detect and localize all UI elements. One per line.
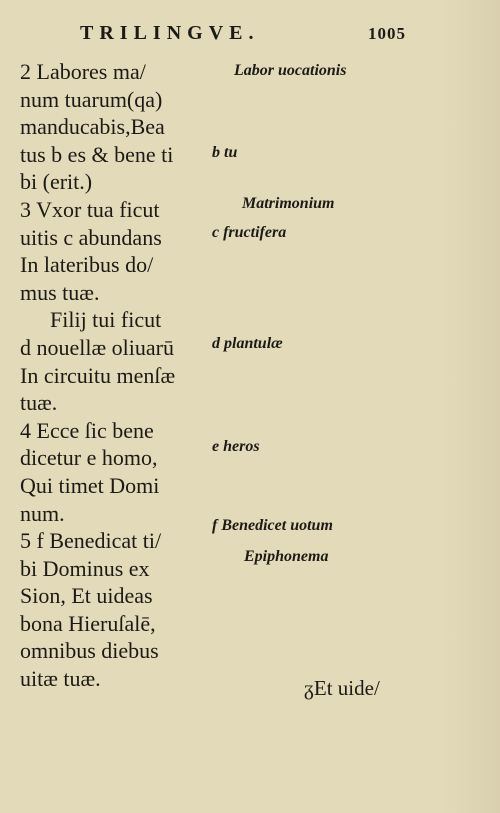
text-line: mus tuæ. [20, 279, 100, 305]
text-line: bi Dominus ex [20, 555, 150, 581]
marginal-note: d plantulæ [212, 335, 283, 352]
page-header [80, 22, 406, 50]
text-line: bi (erit.) [20, 169, 93, 195]
page-number: 1005 [368, 24, 406, 43]
text-line: 4 Ecce ſic bene [20, 417, 154, 443]
text-line: uitis c abundans [20, 224, 162, 250]
marginal-note: c fructifera [212, 224, 287, 241]
text-line: tus b es & bene ti [20, 141, 174, 167]
marginal-note: e heros [212, 438, 260, 455]
text-line: uitæ tuæ. [20, 666, 101, 692]
marginal-note: b tu [212, 144, 238, 161]
text-line: Sion, Et uideas [20, 583, 153, 609]
text-line: In lateribus do/ [20, 252, 154, 278]
running-head: TRILINGVE. [80, 22, 260, 44]
page-edge-shading [440, 0, 500, 813]
text-line: omnibus diebus [20, 638, 159, 664]
marginal-note: Epiphonema [244, 548, 329, 565]
main-text-column [20, 58, 220, 693]
text-line: d nouellæ oliuarū [20, 334, 174, 360]
marginal-note: f Benedicet uotum [212, 517, 333, 534]
text-line: dicetur e homo, [20, 445, 158, 471]
text-line: num tuarum(qa) [20, 86, 163, 112]
text-line: Qui timet Domi [20, 472, 160, 498]
text-line: tuæ. [20, 390, 58, 416]
text-line: bona Hieruſalē, [20, 610, 156, 636]
text-line: 5 f Benedicat ti/ [20, 528, 162, 554]
text-line: num. [20, 500, 65, 526]
text-line: 3 Vxor tua ficut [20, 196, 160, 222]
text-line: In circuitu menſæ [20, 362, 176, 388]
marginal-note: Matrimonium [242, 195, 335, 212]
text-line: manducabis,Bea [20, 114, 165, 140]
text-line: Filij tui ficut [50, 307, 162, 333]
marginal-note: Labor uocationis [234, 62, 347, 79]
text-line: 2 Labores ma/ [20, 59, 146, 84]
catchword: ᵹEt uide/ [304, 676, 380, 700]
